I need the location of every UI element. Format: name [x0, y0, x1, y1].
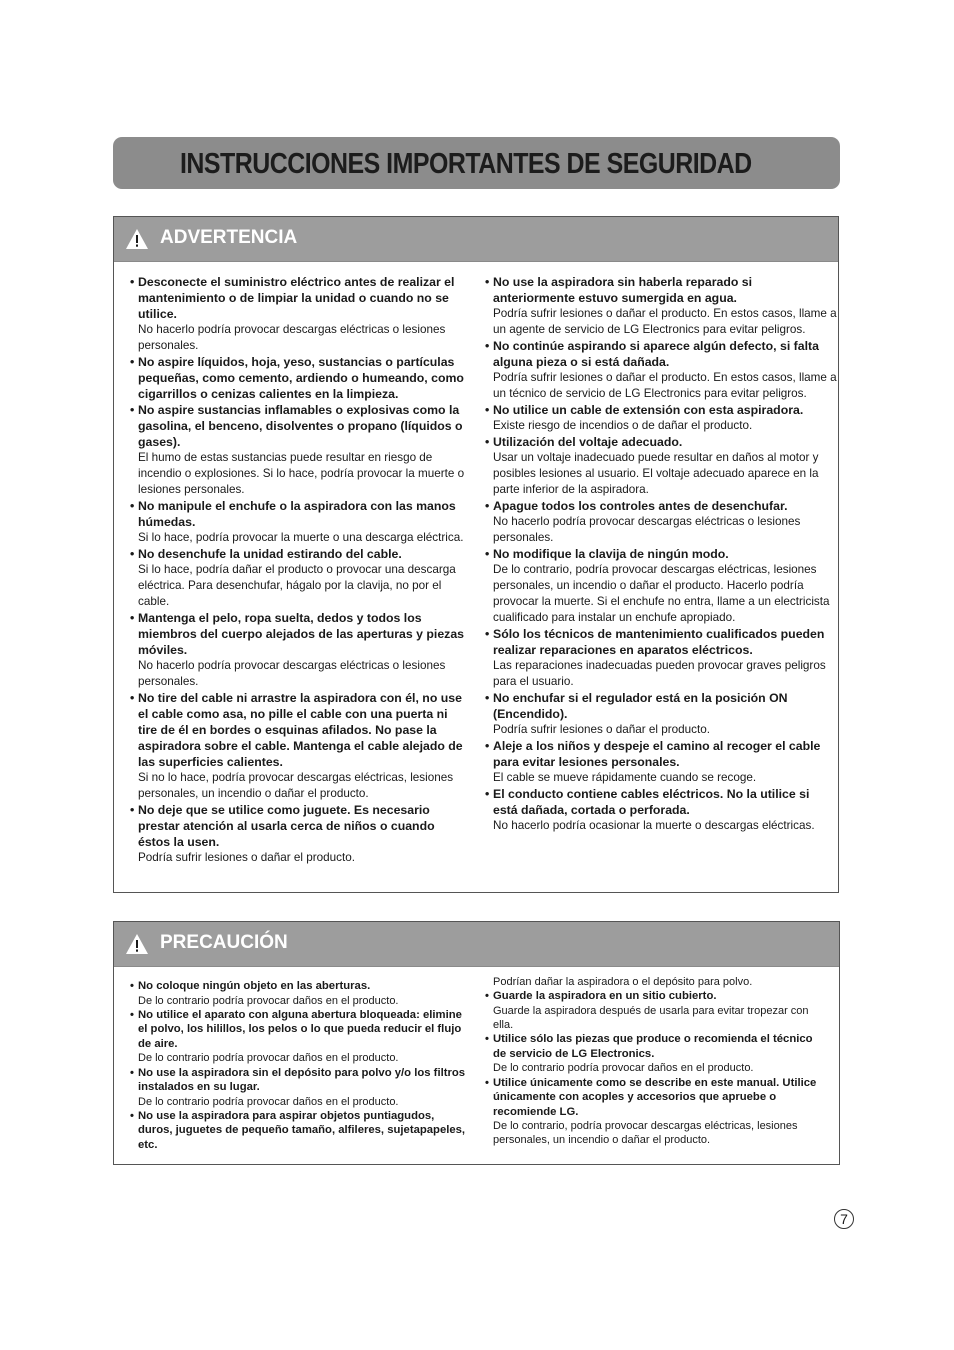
item-heading: • No use la aspiradora para aspirar objetos puntiagudos, duros, juguetes de pequeño tamaño, alfileres, sujetapapeles, etc. [138, 1109, 471, 1153]
item-note: El cable se mueve rápidamente cuando se recoge. [493, 771, 757, 784]
list-item [493, 546, 837, 626]
item-heading: • Utilice sólo las piezas que produce o recomienda el técnico de servicio de LG Electronics. [493, 1032, 823, 1061]
item-heading: • Desconecte el suministro eléctrico antes de realizar el mantenimiento o de limpiar la unidad o cuando no se utilice. [138, 274, 468, 322]
caution-panel [113, 921, 840, 1165]
item-heading: • No utilice el aparato con alguna abertura bloqueada: elimine el polvo, los hilillos, los pelos o lo que pueda reducir el flujo de aire. [138, 1008, 471, 1052]
warning-list-left [138, 274, 468, 866]
item-note: Podría sufrir lesiones o dañar el producto. En estos casos, llame a un agente de servicio de LG Electronics para evitar peligros. [493, 307, 837, 336]
caution-list-left [138, 979, 471, 1152]
item-heading: • Utilización del voltaje adecuado. [493, 434, 837, 450]
item-heading: • No aspire líquidos, hoja, yeso, sustancias o partículas pequeñas, como cemento, ardiendo o humeando, como cigarrillos o cenizas calientes en la limpieza. [138, 354, 468, 402]
warning-header [114, 217, 838, 262]
item-heading: • No manipule el enchufe o la aspiradora con las manos húmedas. [138, 498, 468, 530]
item-heading: • Apague todos los controles antes de desenchufar. [493, 498, 837, 514]
item-heading: • No use la aspiradora sin el depósito para polvo y/o los filtros instalados en su lugar. [138, 1066, 471, 1095]
item-heading: • No tire del cable ni arrastre la aspiradora con él, no use el cable como asa, no pille el cable con una puerta ni tire de él en bordes o esquinas afilados. No pase la aspiradora sobre el cable. Mantenga el cable alejado de las superficies calientes. [138, 690, 468, 770]
item-note: No hacerlo podría provocar descargas eléctricas o lesiones personales. [138, 659, 446, 688]
caution-heading: PRECAUCIÓN [160, 932, 288, 953]
item-note: De lo contrario podría provocar daños en el producto. [138, 994, 399, 1007]
item-heading: • Sólo los técnicos de mantenimiento cualificados pueden realizar reparaciones en aparatos eléctricos. [493, 626, 837, 658]
list-item [138, 498, 468, 546]
caution-list-right [493, 989, 823, 1147]
item-heading: • Aleje a los niños y despeje el camino al recoger el cable para evitar lesiones personales. [493, 738, 837, 770]
list-item [138, 690, 468, 802]
list-item [493, 786, 837, 834]
item-heading: • Mantenga el pelo, ropa suelta, dedos y todos los miembros del cuerpo alejados de las aperturas y piezas móviles. [138, 610, 468, 658]
list-item [493, 274, 837, 338]
item-note: De lo contrario podría provocar daños en el producto. [138, 1052, 399, 1065]
page-number: 7 [834, 1209, 854, 1229]
item-note: El humo de estas sustancias puede resultar en riesgo de incendio o explosiones. Si lo hace, podría provocar la muerte o lesiones personales. [138, 451, 465, 496]
list-item [138, 1008, 471, 1066]
item-note: Podría sufrir lesiones o dañar el producto. [493, 723, 710, 736]
warning-list-right [493, 274, 837, 834]
list-item [138, 610, 468, 690]
item-heading: • No aspire sustancias inflamables o explosivas como la gasolina, el benceno, disolventes o propano (líquidos o gases). [138, 402, 468, 450]
item-note: De lo contrario, podría provocar descargas eléctricas, lesiones personales, un incendio o dañar el producto. Hacerlo podría provocar la muerte. Si el enchufe no entra, llame a un electricista cualificado para instalar un enchufe apropiado. [493, 563, 830, 624]
item-heading: • No utilice un cable de extensión con esta aspiradora. [493, 402, 837, 418]
list-item [493, 434, 837, 498]
item-note: Las reparaciones inadecuadas pueden provocar graves peligros para el usuario. [493, 659, 826, 688]
warning-panel [113, 216, 839, 893]
warning-triangle-icon [125, 228, 149, 250]
item-note: Si no lo hace, podría provocar descargas eléctricas, lesiones personales, un incendio o dañar el producto. [138, 771, 454, 800]
warning-triangle-icon [125, 933, 149, 955]
item-note: Podría sufrir lesiones o dañar el producto. En estos casos, llame a un técnico de servicio de LG Electronics para evitar peligros. [493, 371, 837, 400]
item-note: Si lo hace, podría dañar el producto o provocar una descarga eléctrica. Para desenchufar, hágalo por la clavija, no por el cable. [138, 563, 456, 608]
list-item [493, 989, 823, 1032]
item-heading: • Guarde la aspiradora en un sitio cubierto. [493, 989, 823, 1004]
list-item [138, 1066, 471, 1109]
list-item [138, 354, 468, 402]
item-note: No hacerlo podría ocasionar la muerte o descargas eléctricas. [493, 819, 815, 832]
item-heading: • No use la aspiradora sin haberla reparado si anteriormente estuvo sumergida en agua. [493, 274, 837, 306]
list-item [493, 1076, 823, 1148]
warning-heading: ADVERTENCIA [160, 227, 298, 248]
list-item [493, 690, 837, 738]
item-note: Existe riesgo de incendios o de dañar el producto. [493, 419, 753, 432]
list-item [493, 1032, 823, 1075]
item-note: De lo contrario podría provocar daños en el producto. [138, 1095, 399, 1108]
item-note: No hacerlo podría provocar descargas eléctricas o lesiones personales. [138, 323, 446, 352]
list-item [138, 546, 468, 610]
caution-right-intro: Podrían dañar la aspiradora o el depósito para polvo. [493, 976, 753, 988]
list-item [138, 979, 471, 1008]
list-item [493, 498, 837, 546]
page-title: INSTRUCCIONES IMPORTANTES DE SEGURIDAD [180, 148, 752, 180]
item-note: Usar un voltaje inadecuado puede resultar en daños al motor y posibles lesiones al usuario. El voltaje adecuado aparece en la parte inferior de la aspiradora. [493, 451, 819, 496]
list-item [138, 1109, 471, 1153]
item-heading: • No coloque ningún objeto en las aberturas. [138, 979, 471, 994]
item-heading: • Utilice únicamente como se describe en este manual. Utilice únicamente con acoples y accesorios que apruebe o recomiende LG. [493, 1076, 823, 1120]
item-heading: • No deje que se utilice como juguete. Es necesario prestar atención al usarla cerca de niños o cuando éstos la usen. [138, 802, 468, 850]
item-heading: • No enchufar si el regulador está en la posición ON (Encendido). [493, 690, 837, 722]
list-item [138, 802, 468, 866]
title-bar [113, 137, 840, 189]
item-note: Guarde la aspiradora después de usarla para evitar tropezar con ella. [493, 1004, 809, 1032]
item-note: Podría sufrir lesiones o dañar el producto. [138, 851, 355, 864]
list-item [493, 738, 837, 786]
list-item [138, 274, 468, 354]
list-item [493, 338, 837, 402]
item-heading: • El conducto contiene cables eléctricos. No la utilice si está dañada, cortada o perforada. [493, 786, 837, 818]
item-note: Si lo hace, podría provocar la muerte o una descarga eléctrica. [138, 531, 464, 544]
item-note: De lo contrario, podría provocar descargas eléctricas, lesiones personales, un incendio o dañar el producto. [493, 1120, 798, 1147]
item-note: De lo contrario podría provocar daños en el producto. [493, 1062, 754, 1075]
item-heading: • No desenchufe la unidad estirando del cable. [138, 546, 468, 562]
item-note: No hacerlo podría provocar descargas eléctricas o lesiones personales. [493, 515, 801, 544]
list-item [138, 402, 468, 498]
caution-header [114, 922, 839, 967]
list-item [493, 626, 837, 690]
item-heading: • No modifique la clavija de ningún modo. [493, 546, 837, 562]
item-heading: • No continúe aspirando si aparece algún defecto, si falta alguna pieza o si está dañada. [493, 338, 837, 370]
list-item [493, 402, 837, 434]
